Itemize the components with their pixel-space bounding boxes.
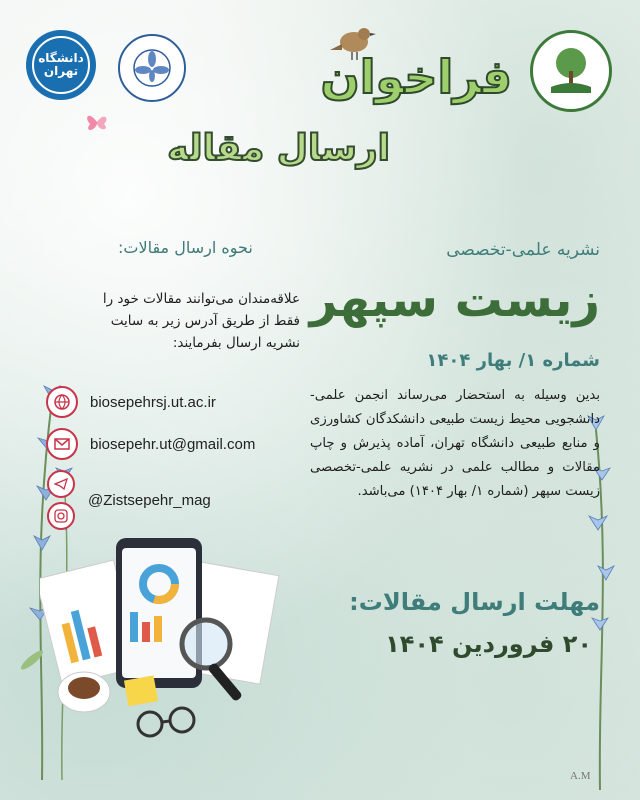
- university-logo-text: دانشگاه تهران: [38, 50, 84, 78]
- instagram-icon: [47, 502, 75, 530]
- email-link[interactable]: biosepehr.ut@gmail.com: [90, 435, 256, 453]
- social-handle[interactable]: @Zistsepehr_mag: [88, 491, 211, 509]
- howto-title: نحوه ارسال مقالات:: [118, 238, 253, 257]
- call-title: فراخوان: [320, 50, 512, 104]
- telegram-icon: [47, 470, 75, 498]
- tree-icon: [543, 43, 599, 99]
- student-association-logo: [118, 34, 186, 102]
- email-contact[interactable]: [46, 428, 255, 460]
- environment-tree-logo: [530, 30, 612, 112]
- butterfly-icon: [84, 110, 110, 134]
- designer-signature: A.M: [570, 770, 591, 782]
- deadline-date: ۲۰ فروردین ۱۴۰۴: [385, 630, 592, 658]
- email-icon: [46, 428, 78, 460]
- journal-description: بدین وسیله به استحضار می‌رساند انجمن علمی- دانشجویی محیط زیست طبیعی دانشکدگان کشاورزی و منابع طبیعی دانشگاه تهران، آماده پذیرش و چاپ مقالات و مطالب علمی در نشریه علمی-تخصصی زیست سپهر (شماره ۱/ بهار ۱۴۰۴) می‌باشد.: [310, 388, 600, 499]
- journal-type: نشریه علمی-تخصصی: [446, 240, 600, 260]
- social-icons: [46, 470, 76, 530]
- howto-text: علاقه‌مندان می‌توانند مقالات خود را فقط از طریق آدرس زیر به سایت نشریه ارسال بفرمایند:: [102, 291, 300, 351]
- issue-info: شماره ۱/ بهار ۱۴۰۴: [426, 350, 600, 371]
- www-icon: [46, 386, 78, 418]
- website-contact[interactable]: [46, 386, 216, 418]
- call-subtitle: ارسال مقاله: [167, 128, 390, 169]
- journal-name: زیست سپهر: [309, 272, 600, 328]
- research-documents-illustration: [40, 528, 280, 748]
- website-link[interactable]: biosepehrsj.ut.ac.ir: [90, 393, 216, 411]
- social-contact[interactable]: [46, 470, 211, 530]
- university-of-tehran-logo: [26, 30, 96, 100]
- flower-emblem-icon: [130, 46, 174, 90]
- deadline-label: مهلت ارسال مقالات:: [349, 588, 600, 616]
